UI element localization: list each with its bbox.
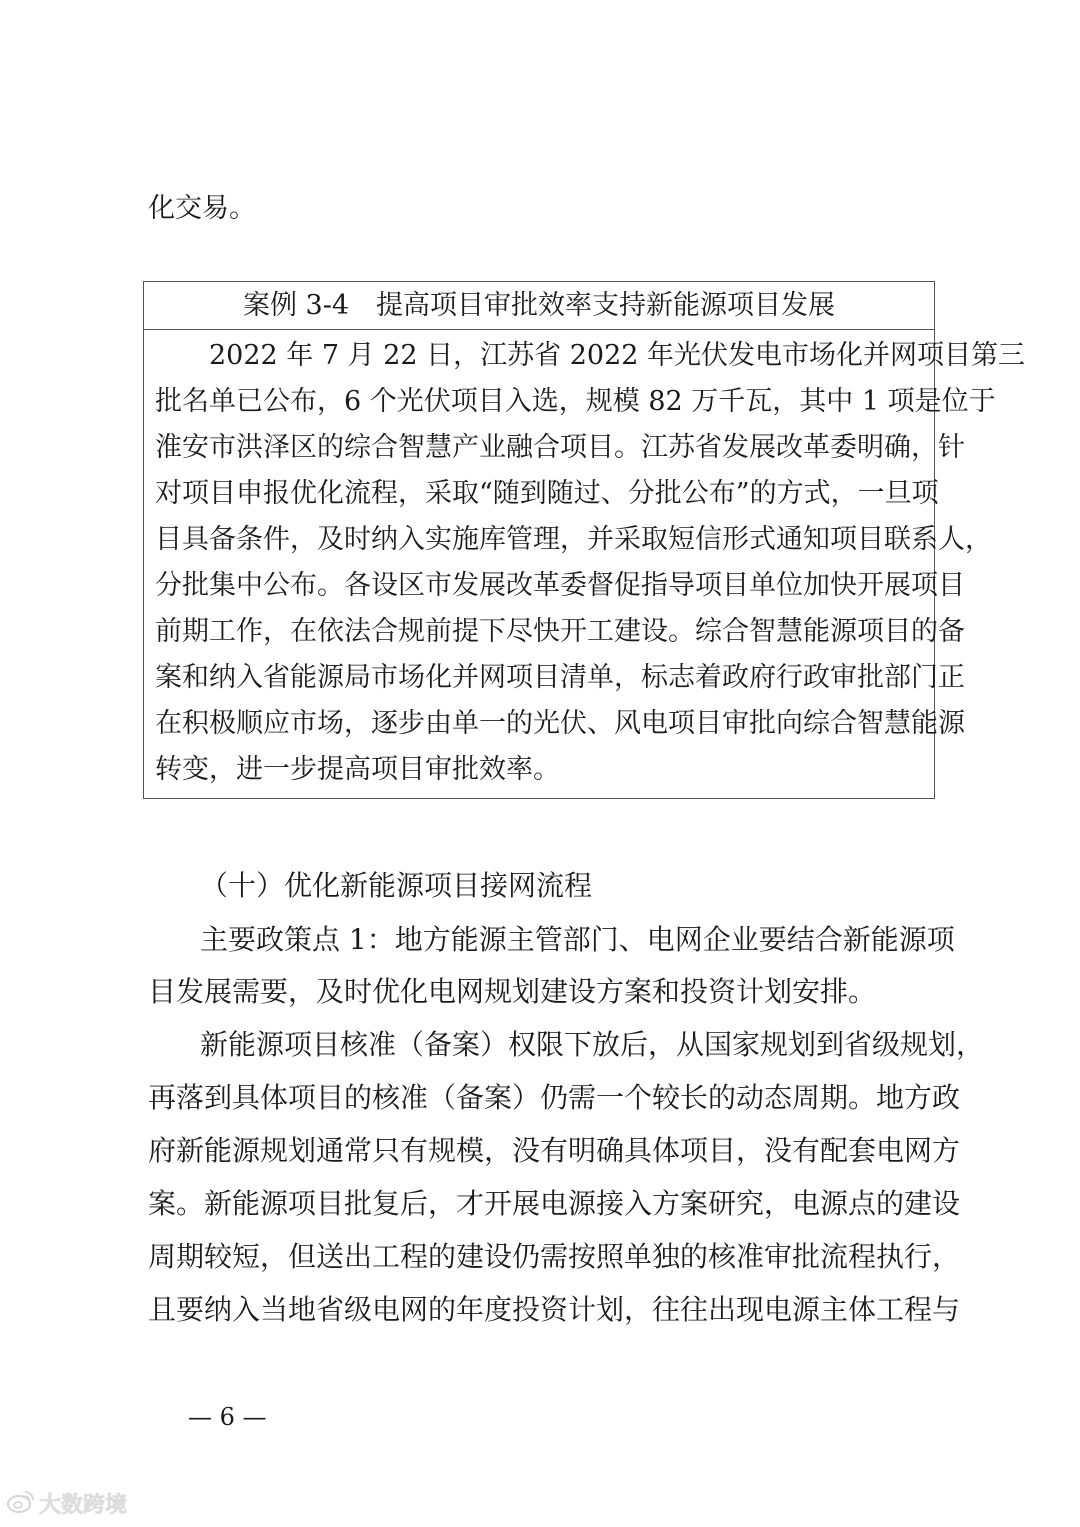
case-line: 目具备条件，及时纳入实施库管理，并采取短信形式通知项目联系人， [155, 524, 992, 555]
weibo-logo-icon [6, 1488, 36, 1518]
page-number: — 6 — [188, 1403, 267, 1431]
case-title-row [144, 282, 934, 330]
body-line: 再落到具体项目的核准（备案）仍需一个较长的动态周期。地方政 [148, 1081, 961, 1114]
case-line: 前期工作，在依法合规前提下尽快开工建设。综合智慧能源项目的备 [155, 616, 965, 647]
case-line: 在积极顺应市场，逐步由单一的光伏、风电项目审批向综合智慧能源 [155, 708, 965, 739]
section-heading: （十）优化新能源项目接网流程 [200, 869, 593, 902]
case-title: 案例 3-4 提高项目审批效率支持新能源项目发展 [242, 290, 836, 321]
case-line: 批名单已公布，6 个光伏项目入选，规模 82 万千瓦，其中 1 项是位于 [155, 386, 996, 417]
policy-line: 目发展需要，及时优化电网规划建设方案和投资计划安排。 [148, 975, 877, 1008]
case-line: 分批集中公布。各设区市发展改革委督促指导项目单位加快开展项目 [155, 570, 965, 601]
case-line: 淮安市洪泽区的综合智慧产业融合项目。江苏省发展改革委明确，针 [155, 432, 965, 463]
body-line: 新能源项目核准（备案）权限下放后，从国家规划到省级规划， [200, 1028, 985, 1061]
lead-line: 化交易。 [148, 193, 256, 224]
body-line: 案。新能源项目批复后，才开展电源接入方案研究，电源点的建设 [148, 1187, 961, 1220]
case-study-box [143, 281, 1026, 799]
watermark [6, 1488, 127, 1518]
body-line: 且要纳入当地省级电网的年度投资计划，往往出现电源主体工程与 [148, 1293, 961, 1326]
case-line: 对项目申报优化流程，采取“随到随过、分批公布”的方式，一旦项 [155, 478, 939, 509]
case-line: 转变，进一步提高项目审批效率。 [155, 754, 560, 785]
policy-line: 主要政策点 1：地方能源主管部门、电网企业要结合新能源项 [200, 923, 955, 956]
body-line: 周期较短，但送出工程的建设仍需按照单独的核准审批流程执行， [148, 1240, 961, 1273]
case-line: 2022 年 7 月 22 日，江苏省 2022 年光伏发电市场化并网项目第三 [155, 340, 1026, 371]
case-line: 案和纳入省能源局市场化并网项目清单，标志着政府行政审批部门正 [155, 662, 965, 693]
body-line: 府新能源规划通常只有规模，没有明确具体项目，没有配套电网方 [148, 1134, 961, 1167]
watermark-text: 大数跨境 [39, 1492, 128, 1518]
